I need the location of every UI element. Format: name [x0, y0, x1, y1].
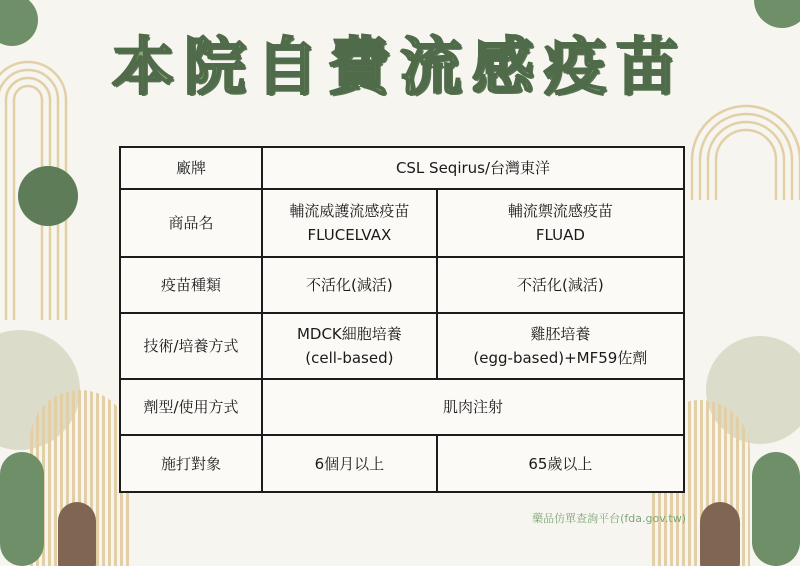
target-a: 6個月以上: [262, 435, 437, 492]
dose-value: 肌肉注射: [262, 379, 684, 435]
product-a-name: 輔流威護流感疫苗: [289, 202, 410, 220]
product-a-en: FLUCELVAX: [307, 226, 392, 244]
row-label-brand: 廠牌: [120, 147, 262, 189]
row-label-type: 疫苗種類: [120, 257, 262, 313]
decor-brown-pillar: [700, 502, 740, 566]
decor-green-pillar: [0, 452, 44, 566]
type-b: 不活化(減活): [437, 257, 684, 313]
decor-brown-pillar: [58, 502, 96, 566]
tech-b-line1: 雞胚培養: [530, 325, 591, 343]
table-row: [120, 257, 684, 313]
row-label-dose: 劑型/使用方式: [120, 379, 262, 435]
product-b: [437, 189, 684, 257]
decor-green-pillar: [752, 452, 800, 566]
tech-b: [437, 313, 684, 379]
product-a: [262, 189, 437, 257]
tech-a: [262, 313, 437, 379]
row-label-target: 施打對象: [120, 435, 262, 492]
table-row: [120, 379, 684, 435]
tech-b-line2: (egg-based)+MF59佐劑: [473, 349, 648, 367]
row-label-tech: 技術/培養方式: [120, 313, 262, 379]
type-a: 不活化(減活): [262, 257, 437, 313]
source-note: 藥品仿單查詢平台(fda.gov.tw): [532, 512, 686, 525]
tech-a-line1: MDCK細胞培養: [296, 325, 402, 343]
decor-circle: [18, 166, 78, 226]
table-row: [120, 435, 684, 492]
table-row: [120, 147, 684, 189]
product-b-en: FLUAD: [535, 226, 585, 244]
row-label-product: 商品名: [120, 189, 262, 257]
vaccine-table: [119, 146, 685, 493]
product-b-name: 輔流禦流感疫苗: [507, 202, 613, 220]
tech-a-line2: (cell-based): [305, 349, 394, 367]
table-row: [120, 313, 684, 379]
brand-value: CSL Seqirus/台灣東洋: [262, 147, 684, 189]
table-row: [120, 189, 684, 257]
page-title: 本院自費流感疫苗: [111, 30, 688, 103]
target-b: 65歲以上: [437, 435, 684, 492]
